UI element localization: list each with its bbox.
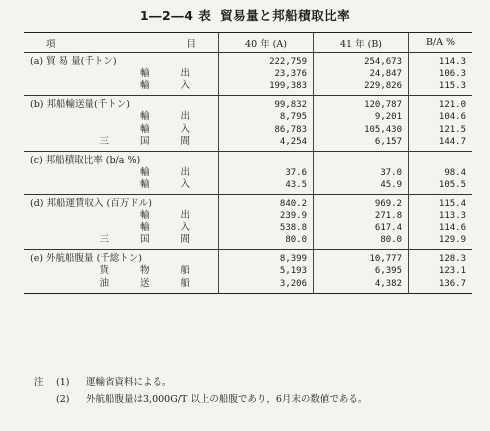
value-ratio: 121.0 [409, 96, 473, 112]
value-41: 6,395 [314, 265, 409, 277]
table-row [24, 222, 472, 234]
table-row [24, 250, 472, 266]
value-40: 8,399 [219, 250, 314, 266]
value-40: 3,206 [219, 278, 314, 294]
row-label: 輸 入 [139, 123, 204, 135]
value-ratio: 114.6 [409, 222, 473, 234]
value-ratio [409, 151, 473, 167]
row-label: 油 送 船 [99, 277, 204, 289]
note-1 [34, 374, 367, 391]
row-label: 輸 入 [139, 80, 204, 92]
value-41: 969.2 [314, 194, 409, 210]
value-41: 6,157 [314, 136, 409, 152]
row-label: (b) 邦船輸送量(千トン) [30, 99, 130, 111]
value-ratio: 123.1 [409, 265, 473, 277]
value-ratio: 104.6 [409, 111, 473, 123]
table-row [24, 123, 472, 135]
row-label: 輸 入 [139, 178, 204, 190]
table-row [24, 194, 472, 210]
table-row [24, 234, 472, 250]
table-section [24, 250, 472, 293]
table-row [24, 136, 472, 152]
value-40: 239.9 [219, 210, 314, 222]
value-41: 37.0 [314, 167, 409, 179]
table-title [0, 6, 490, 24]
value-40 [219, 151, 314, 167]
value-40: 4,254 [219, 136, 314, 152]
value-ratio: 105.5 [409, 179, 473, 195]
value-41: 24,847 [314, 68, 409, 80]
value-41: 229,826 [314, 80, 409, 96]
value-40: 538.8 [219, 222, 314, 234]
value-40: 840.2 [219, 194, 314, 210]
value-41: 617.4 [314, 222, 409, 234]
table-row [24, 179, 472, 195]
table-title-text: 貿易量と邦船積取比率 [220, 8, 351, 23]
table-section [24, 53, 472, 96]
value-ratio: 113.3 [409, 210, 473, 222]
row-label: 輸 出 [139, 210, 204, 222]
value-ratio: 121.5 [409, 123, 473, 135]
value-40: 37.6 [219, 167, 314, 179]
row-label: 輸 出 [139, 68, 204, 80]
row-label: 輸 入 [139, 222, 204, 234]
value-41 [314, 151, 409, 167]
notes [34, 374, 367, 408]
value-ratio: 106.3 [409, 68, 473, 80]
header-ratio: B/A % [409, 33, 473, 53]
table-row [24, 96, 472, 112]
table-row [24, 167, 472, 179]
table-number: 1―2―4 表 [139, 8, 212, 23]
header-40: 40 年 (A) [219, 33, 314, 53]
row-label: (d) 邦船運賃収入 (百万ドル) [30, 197, 152, 209]
row-label: (c) 邦船積取比率 (b/a %) [30, 154, 141, 166]
value-ratio: 129.9 [409, 234, 473, 250]
table-row [24, 151, 472, 167]
header-row [24, 33, 472, 53]
table-section [24, 194, 472, 249]
note-number: (1) [56, 377, 70, 388]
value-ratio: 115.3 [409, 80, 473, 96]
value-ratio: 136.7 [409, 278, 473, 294]
table-row [24, 278, 472, 294]
table-section [24, 151, 472, 194]
value-40: 43.5 [219, 179, 314, 195]
table-row [24, 53, 472, 69]
value-ratio: 128.3 [409, 250, 473, 266]
value-40: 86,783 [219, 123, 314, 135]
row-label: 輸 出 [139, 166, 204, 178]
value-40: 5,193 [219, 265, 314, 277]
row-label: (e) 外航船腹量 (千総トン) [30, 253, 142, 265]
note-text: 運輸省資料による。 [86, 377, 172, 388]
table-row [24, 80, 472, 96]
value-41: 9,201 [314, 111, 409, 123]
value-40: 80.0 [219, 234, 314, 250]
row-label: 三 国 間 [99, 234, 204, 246]
value-41: 10,777 [314, 250, 409, 266]
value-41: 80.0 [314, 234, 409, 250]
value-40: 23,376 [219, 68, 314, 80]
note-mark: 注 [34, 377, 44, 388]
trade-volume-table [24, 32, 472, 294]
value-41: 120,787 [314, 96, 409, 112]
note-text: 外航船腹量は3,000G/T 以上の船腹であり，6月末の数値である。 [86, 394, 368, 405]
row-label: 三 国 間 [99, 135, 204, 147]
table-row [24, 210, 472, 222]
header-41: 41 年 (B) [314, 33, 409, 53]
table-row [24, 68, 472, 80]
table-section [24, 96, 472, 151]
table-row [24, 111, 472, 123]
value-41: 271.8 [314, 210, 409, 222]
table-row [24, 265, 472, 277]
value-41: 105,430 [314, 123, 409, 135]
value-40: 199,383 [219, 80, 314, 96]
value-40: 8,795 [219, 111, 314, 123]
note-number: (2) [56, 394, 70, 405]
value-40: 99,832 [219, 96, 314, 112]
value-ratio: 144.7 [409, 136, 473, 152]
value-ratio: 98.4 [409, 167, 473, 179]
value-40: 222,759 [219, 53, 314, 69]
value-ratio: 115.4 [409, 194, 473, 210]
value-41: 4,382 [314, 278, 409, 294]
header-item: 項 目 [24, 33, 219, 53]
row-label: 貨 物 船 [99, 265, 204, 277]
row-label: 輸 出 [139, 111, 204, 123]
value-41: 254,673 [314, 53, 409, 69]
note-2 [34, 391, 367, 408]
value-ratio: 114.3 [409, 53, 473, 69]
row-label: (a) 貿 易 量(千トン) [30, 56, 117, 68]
value-41: 45.9 [314, 179, 409, 195]
